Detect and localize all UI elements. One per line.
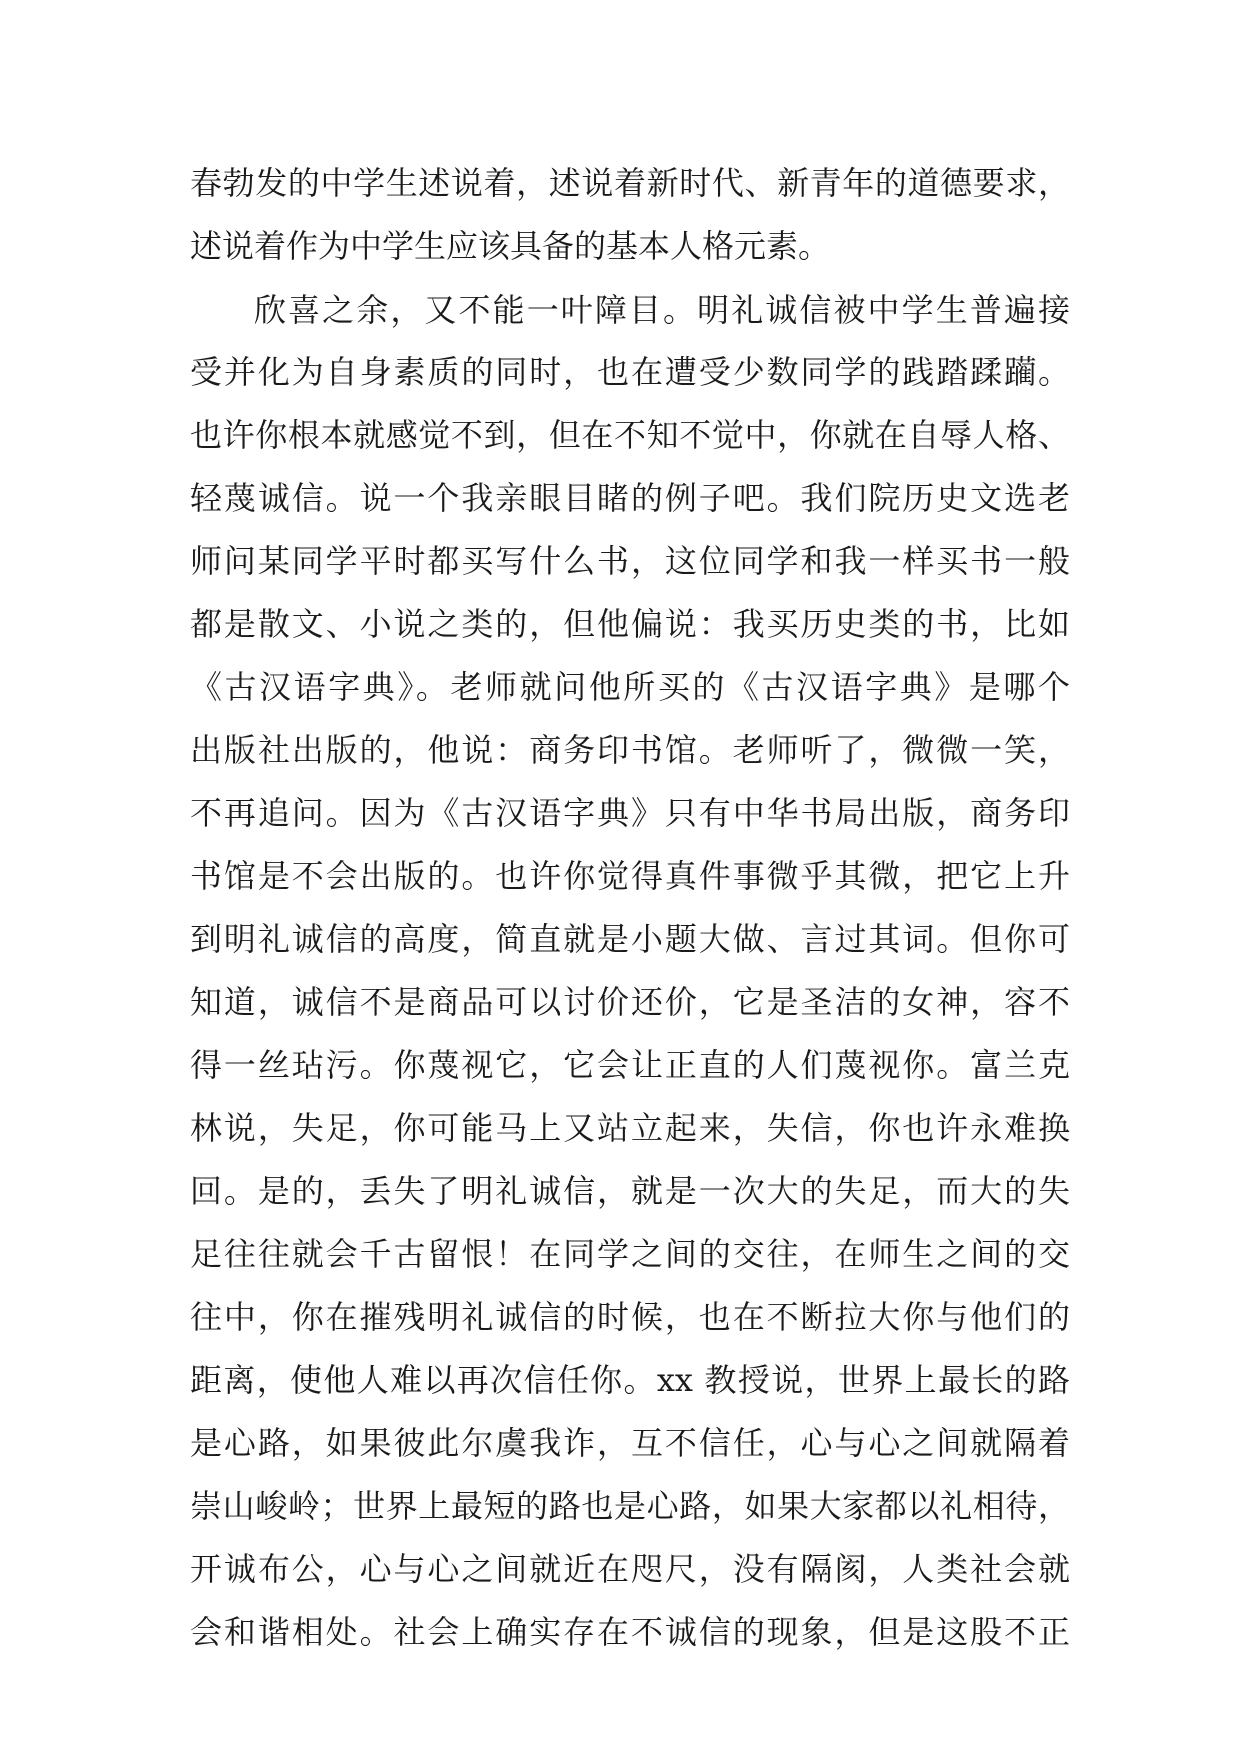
text-line: 知道，诚信不是商品可以讨价还价，它是圣洁的女神，容不 <box>190 983 1070 1021</box>
text-line: 书馆是不会出版的。也许你觉得真件事微乎其微，把它上升 <box>190 857 1070 895</box>
text-line: 述说着作为中学生应该具备的基本人格元素。 <box>190 227 831 265</box>
text-line: 不再追问。因为《古汉语字典》只有中华书局出版，商务印 <box>190 794 1070 832</box>
text-line: 开诚布公，心与心之间就近在咫尺，没有隔阂，人类社会就 <box>190 1550 1070 1588</box>
text-line: 师问某同学平时都买写什么书，这位同学和我一样买书一般 <box>190 542 1070 580</box>
text-line: 出版社出版的，他说：商务印书馆。老师听了，微微一笑， <box>190 731 1070 769</box>
text-line: 也许你根本就感觉不到，但在不知不觉中，你就在自辱人格、 <box>190 416 1070 454</box>
text-line: 春勃发的中学生述说着，述说着新时代、新青年的道德要求， <box>190 164 1070 202</box>
text-line: 足往往就会千古留恨！在同学之间的交往，在师生之间的交 <box>190 1235 1070 1273</box>
text-line: 都是散文、小说之类的，但他偏说：我买历史类的书，比如 <box>190 605 1070 643</box>
text-line: 轻蔑诚信。说一个我亲眼目睹的例子吧。我们院历史文选老 <box>190 479 1070 517</box>
text-line: 崇山峻岭；世界上最短的路也是心路，如果大家都以礼相待， <box>190 1487 1070 1525</box>
text-line: 会和谐相处。社会上确实存在不诚信的现象，但是这股不正 <box>190 1613 1070 1651</box>
text-line: 林说，失足，你可能马上又站立起来，失信，你也许永难换 <box>190 1109 1070 1147</box>
text-line: 《古汉语字典》。老师就问他所买的《古汉语字典》是哪个 <box>190 668 1070 706</box>
text-line: 往中，你在摧残明礼诚信的时候，也在不断拉大你与他们的 <box>190 1298 1070 1336</box>
text-line: 回。是的，丢失了明礼诚信，就是一次大的失足，而大的失 <box>190 1172 1070 1210</box>
text-line: 到明礼诚信的高度，简直就是小题大做、言过其词。但你可 <box>190 920 1070 958</box>
text-line: 距离，使他人难以再次信任你。xx 教授说，世界上最长的路 <box>190 1361 1070 1399</box>
text-line: 得一丝玷污。你蔑视它，它会让正直的人们蔑视你。富兰克 <box>190 1046 1070 1084</box>
paragraph-first-line: 欣喜之余，又不能一叶障目。明礼诚信被中学生普遍接 <box>254 291 1070 329</box>
text-line: 受并化为自身素质的同时，也在遭受少数同学的践踏蹂躏。 <box>190 353 1070 391</box>
text-line: 是心路，如果彼此尔虞我诈，互不信任，心与心之间就隔着 <box>190 1424 1070 1462</box>
